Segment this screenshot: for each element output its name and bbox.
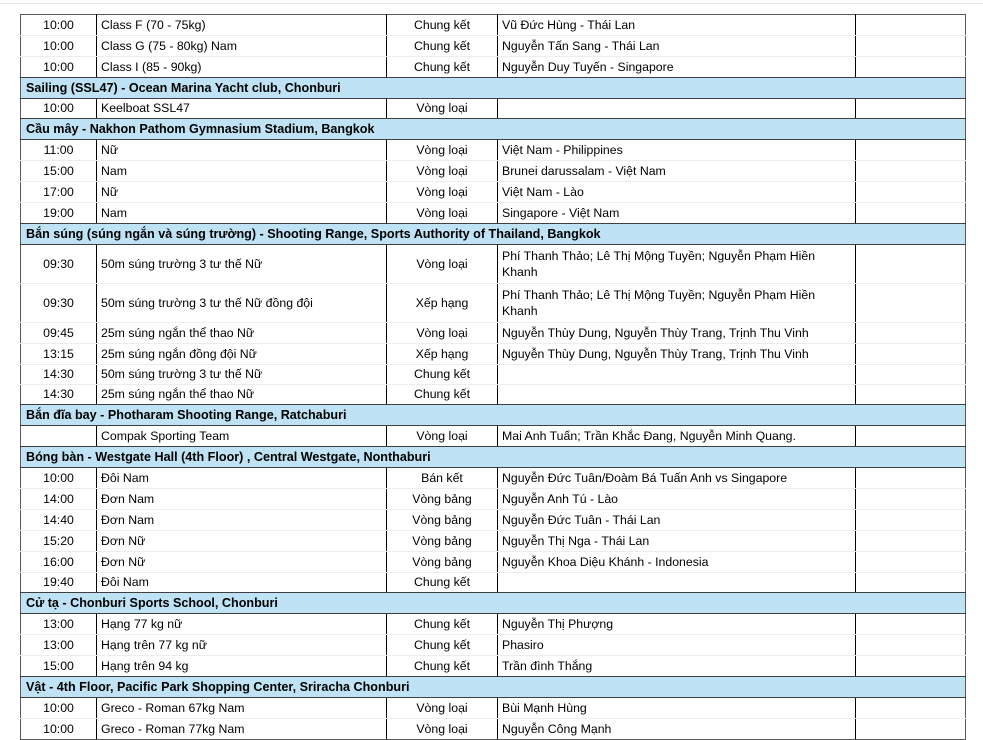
cell-event: Compak Sporting Team (97, 426, 387, 447)
cell-round: Vòng loại (387, 140, 498, 161)
cell-event: Nữ (97, 182, 387, 203)
cell-time: 09:30 (21, 245, 97, 284)
cell-round: Xếp hạng (387, 284, 498, 323)
cell-extra (856, 426, 966, 447)
top-divider-rule (0, 3, 983, 4)
cell-event: Hạng trên 94 kg (97, 656, 387, 677)
cell-round: Chung kết (387, 365, 498, 385)
cell-event: Class I (85 - 90kg) (97, 57, 387, 78)
cell-athletes: Nguyễn Thùy Dung, Nguyễn Thùy Trang, Trịnh Thu Vinh (498, 323, 856, 344)
cell-athletes (498, 573, 856, 593)
section-header-row (21, 78, 966, 99)
cell-athletes: Việt Nam - Philippines (498, 140, 856, 161)
cell-extra (856, 698, 966, 719)
cell-extra (856, 531, 966, 552)
cell-athletes (498, 365, 856, 385)
cell-event: Hạng 77 kg nữ (97, 614, 387, 635)
cell-event: 25m súng ngắn thể thao Nữ (97, 323, 387, 344)
table-row (21, 426, 966, 447)
cell-extra (856, 719, 966, 740)
table-row (21, 385, 966, 405)
cell-event: Greco - Roman 77kg Nam (97, 719, 387, 740)
cell-round: Vòng loại (387, 203, 498, 224)
cell-athletes: Nguyễn Anh Tú - Lào (498, 489, 856, 510)
table-row (21, 510, 966, 531)
cell-round: Xếp hạng (387, 344, 498, 365)
cell-athletes: Nguyễn Khoa Diệu Khánh - Indonesia (498, 552, 856, 573)
cell-round: Vòng loại (387, 719, 498, 740)
cell-event: Greco - Roman 67kg Nam (97, 698, 387, 719)
cell-time: 09:45 (21, 323, 97, 344)
cell-event: Đơn Nam (97, 489, 387, 510)
cell-time: 10:00 (21, 57, 97, 78)
cell-time: 10:00 (21, 698, 97, 719)
table-row (21, 15, 966, 36)
cell-time: 11:00 (21, 140, 97, 161)
table-row (21, 698, 966, 719)
cell-round: Chung kết (387, 656, 498, 677)
cell-time: 19:40 (21, 573, 97, 593)
cell-round: Vòng loại (387, 426, 498, 447)
cell-time: 10:00 (21, 719, 97, 740)
cell-time: 15:00 (21, 161, 97, 182)
cell-event: Đơn Nam (97, 510, 387, 531)
cell-extra (856, 36, 966, 57)
cell-extra (856, 99, 966, 119)
table-row (21, 161, 966, 182)
cell-extra (856, 510, 966, 531)
cell-extra (856, 365, 966, 385)
table-row (21, 365, 966, 385)
table-row (21, 573, 966, 593)
cell-event: Đơn Nữ (97, 531, 387, 552)
section-header-label: Cầu mây - Nakhon Pathom Gymnasium Stadium, Bangkok (21, 119, 966, 140)
cell-time: 13:00 (21, 614, 97, 635)
cell-event: Nữ (97, 140, 387, 161)
cell-extra (856, 656, 966, 677)
cell-extra (856, 344, 966, 365)
cell-athletes: Nguyễn Thị Phượng (498, 614, 856, 635)
table-row (21, 245, 966, 284)
cell-event: Class F (70 - 75kg) (97, 15, 387, 36)
cell-time: 14:40 (21, 510, 97, 531)
section-header-row (21, 677, 966, 698)
cell-time: 19:00 (21, 203, 97, 224)
cell-time: 09:30 (21, 284, 97, 323)
cell-athletes: Nguyễn Tấn Sang - Thái Lan (498, 36, 856, 57)
table-row (21, 656, 966, 677)
table-row (21, 614, 966, 635)
section-header-row (21, 224, 966, 245)
cell-athletes: Phí Thanh Thảo; Lê Thị Mộng Tuyền; Nguyễn Phạm Hiền Khanh (498, 245, 856, 284)
table-row (21, 36, 966, 57)
table-row (21, 182, 966, 203)
cell-event: Đơn Nữ (97, 552, 387, 573)
cell-time: 10:00 (21, 99, 97, 119)
cell-time: 13:00 (21, 635, 97, 656)
cell-athletes: Nguyễn Công Mạnh (498, 719, 856, 740)
cell-time: 15:00 (21, 656, 97, 677)
cell-round: Chung kết (387, 36, 498, 57)
cell-round: Vòng loại (387, 245, 498, 284)
cell-extra (856, 614, 966, 635)
cell-time: 10:00 (21, 468, 97, 489)
cell-extra (856, 203, 966, 224)
cell-event: 50m súng trường 3 tư thế Nữ (97, 365, 387, 385)
cell-athletes: Phasiro (498, 635, 856, 656)
cell-athletes: Nguyễn Duy Tuyến - Singapore (498, 57, 856, 78)
cell-time: 17:00 (21, 182, 97, 203)
cell-event: Nam (97, 161, 387, 182)
table-row (21, 344, 966, 365)
cell-event: Class G (75 - 80kg) Nam (97, 36, 387, 57)
cell-round: Vòng loại (387, 182, 498, 203)
cell-extra (856, 284, 966, 323)
section-header-label: Sailing (SSL47) - Ocean Marina Yacht club, Chonburi (21, 78, 966, 99)
table-row (21, 635, 966, 656)
cell-round: Vòng bảng (387, 552, 498, 573)
cell-round: Chung kết (387, 385, 498, 405)
table-row (21, 140, 966, 161)
cell-event: Nam (97, 203, 387, 224)
cell-athletes: Singapore - Việt Nam (498, 203, 856, 224)
cell-extra (856, 573, 966, 593)
cell-extra (856, 161, 966, 182)
cell-athletes (498, 99, 856, 119)
schedule-table (20, 14, 966, 740)
cell-round: Vòng loại (387, 323, 498, 344)
table-row (21, 203, 966, 224)
cell-event: Keelboat SSL47 (97, 99, 387, 119)
cell-time: 14:30 (21, 385, 97, 405)
section-header-label: Cử tạ - Chonburi Sports School, Chonburi (21, 593, 966, 614)
cell-extra (856, 489, 966, 510)
cell-round: Vòng loại (387, 698, 498, 719)
section-header-row (21, 593, 966, 614)
cell-athletes: Phí Thanh Thảo; Lê Thị Mộng Tuyền; Nguyễn Phạm Hiền Khanh (498, 284, 856, 323)
cell-time: 16:00 (21, 552, 97, 573)
cell-round: Chung kết (387, 635, 498, 656)
cell-athletes: Trần đình Thắng (498, 656, 856, 677)
table-row (21, 323, 966, 344)
cell-round: Vòng bảng (387, 489, 498, 510)
section-header-row (21, 447, 966, 468)
cell-extra (856, 182, 966, 203)
cell-extra (856, 245, 966, 284)
cell-athletes: Bùi Mạnh Hùng (498, 698, 856, 719)
cell-extra (856, 385, 966, 405)
cell-extra (856, 57, 966, 78)
cell-time: 15:20 (21, 531, 97, 552)
table-row (21, 489, 966, 510)
cell-round: Chung kết (387, 573, 498, 593)
cell-athletes: Nguyễn Thùy Dung, Nguyễn Thùy Trang, Trịnh Thu Vinh (498, 344, 856, 365)
cell-athletes: Nguyễn Đức Tuân - Thái Lan (498, 510, 856, 531)
section-header-label: Bắn súng (súng ngắn và súng trường) - Shooting Range, Sports Authority of Thailand, Bangkok (21, 224, 966, 245)
cell-round: Vòng loại (387, 161, 498, 182)
cell-extra (856, 140, 966, 161)
cell-extra (856, 552, 966, 573)
cell-round: Vòng bảng (387, 531, 498, 552)
cell-event: 25m súng ngắn thể thao Nữ (97, 385, 387, 405)
section-header-row (21, 405, 966, 426)
cell-extra (856, 468, 966, 489)
cell-extra (856, 323, 966, 344)
table-row (21, 99, 966, 119)
cell-athletes: Mai Anh Tuấn; Trần Khắc Đang, Nguyễn Minh Quang. (498, 426, 856, 447)
table-row (21, 531, 966, 552)
cell-time: 10:00 (21, 15, 97, 36)
cell-athletes: Brunei darussalam - Việt Nam (498, 161, 856, 182)
cell-event: Đôi Nam (97, 573, 387, 593)
cell-event: Hạng trên 77 kg nữ (97, 635, 387, 656)
cell-time: 14:30 (21, 365, 97, 385)
cell-time: 14:00 (21, 489, 97, 510)
cell-event: 50m súng trường 3 tư thế Nữ (97, 245, 387, 284)
table-row (21, 284, 966, 323)
cell-athletes: Vũ Đức Hùng - Thái Lan (498, 15, 856, 36)
schedule-sheet (20, 14, 965, 740)
cell-athletes: Nguyễn Thị Nga - Thái Lan (498, 531, 856, 552)
table-row (21, 468, 966, 489)
cell-event: 25m súng ngắn đồng đội Nữ (97, 344, 387, 365)
cell-time: 13:15 (21, 344, 97, 365)
cell-round: Chung kết (387, 614, 498, 635)
cell-athletes (498, 385, 856, 405)
cell-athletes: Nguyễn Đức Tuân/Đoàm Bá Tuấn Anh vs Singapore (498, 468, 856, 489)
cell-event: Đôi Nam (97, 468, 387, 489)
cell-athletes: Việt Nam - Lào (498, 182, 856, 203)
table-row (21, 57, 966, 78)
cell-extra (856, 635, 966, 656)
cell-event: 50m súng trường 3 tư thế Nữ đồng đội (97, 284, 387, 323)
cell-time: 10:00 (21, 36, 97, 57)
cell-round: Bán kết (387, 468, 498, 489)
section-header-label: Bóng bàn - Westgate Hall (4th Floor) , Central Westgate, Nonthaburi (21, 447, 966, 468)
section-header-label: Bắn đĩa bay - Photharam Shooting Range, Ratchaburi (21, 405, 966, 426)
cell-time (21, 426, 97, 447)
cell-round: Chung kết (387, 15, 498, 36)
schedule-table-body (21, 15, 966, 740)
section-header-row (21, 119, 966, 140)
section-header-label: Vật - 4th Floor, Pacific Park Shopping Center, Sriracha Chonburi (21, 677, 966, 698)
table-row (21, 552, 966, 573)
cell-extra (856, 15, 966, 36)
cell-round: Chung kết (387, 57, 498, 78)
cell-round: Vòng loại (387, 99, 498, 119)
table-row (21, 719, 966, 740)
cell-round: Vòng bảng (387, 510, 498, 531)
